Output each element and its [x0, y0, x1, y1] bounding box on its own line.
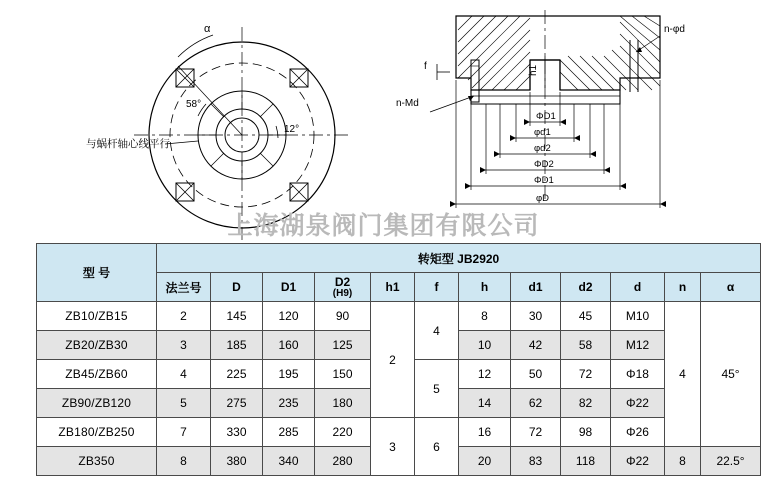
table-row: [37, 418, 761, 447]
table-header-row-1: [37, 244, 761, 273]
cell-model: ZB20/ZB30: [37, 331, 157, 360]
label-parallel-axis: 与蜗杆轴心线平行: [86, 138, 170, 150]
cell-model: ZB10/ZB15: [37, 302, 157, 331]
header-flange-no: 法兰号: [157, 273, 211, 302]
cell-D1: 195: [263, 360, 315, 389]
cell-alpha-merged-a: 45°: [701, 302, 761, 447]
cell-d: Φ22: [611, 447, 665, 476]
cell-h: 10: [459, 331, 511, 360]
spec-table-wrapper: [36, 243, 745, 476]
cell-f-merged-a: 4: [415, 302, 459, 360]
cell-h: 8: [459, 302, 511, 331]
cell-h: 14: [459, 389, 511, 418]
alpha-arc: [178, 35, 213, 57]
company-watermark: 上海湖泉阀门集团有限公司: [227, 213, 540, 240]
cell-f-merged-c: 6: [415, 418, 459, 476]
cell-model: ZB45/ZB60: [37, 360, 157, 389]
label-phi-D1: ΦD1: [534, 175, 554, 186]
cell-model: ZB350: [37, 447, 157, 476]
cell-d: Φ22: [611, 389, 665, 418]
hatch-right: [560, 16, 660, 90]
cell-flange: 7: [157, 418, 211, 447]
cell-D1: 340: [263, 447, 315, 476]
cell-h: 16: [459, 418, 511, 447]
cell-D1: 235: [263, 389, 315, 418]
header-D2: [315, 273, 371, 302]
angle12-arc: [276, 126, 278, 138]
header-group-title: 转矩型 JB2920: [157, 244, 761, 273]
header-d2: d2: [561, 273, 611, 302]
cell-alpha: 22.5°: [701, 447, 761, 476]
cell-d2: 45: [561, 302, 611, 331]
label-h1: h1: [528, 64, 539, 76]
cell-d1: 62: [511, 389, 561, 418]
cell-d1: 42: [511, 331, 561, 360]
label-12deg: 12°: [284, 124, 300, 135]
label-f: f: [424, 61, 427, 72]
cell-D: 380: [211, 447, 263, 476]
cell-flange: 5: [157, 389, 211, 418]
dimension-chain: [450, 80, 666, 208]
header-alpha: α: [701, 273, 761, 302]
cell-d1: 72: [511, 418, 561, 447]
body-outline: [456, 16, 660, 90]
table-row: [37, 302, 761, 331]
cell-D: 330: [211, 418, 263, 447]
bottom-plate: [471, 90, 620, 104]
cell-model: ZB180/ZB250: [37, 418, 157, 447]
label-phi-D1-inner: ΦD1: [536, 111, 556, 122]
right-view: [396, 10, 685, 208]
label-58deg: 58°: [186, 99, 202, 110]
label-n-Md: n-Md: [396, 98, 419, 109]
dim-arrowheads: [450, 119, 666, 207]
label-phi-D: φD: [536, 193, 550, 204]
cell-D2: 90: [315, 302, 371, 331]
cell-D2: 180: [315, 389, 371, 418]
cell-d1: 83: [511, 447, 561, 476]
cell-d2: 82: [561, 389, 611, 418]
header-d: d: [611, 273, 665, 302]
cell-model: ZB90/ZB120: [37, 389, 157, 418]
header-D2-tolerance: (H9): [332, 287, 353, 299]
cell-D1: 120: [263, 302, 315, 331]
cell-flange: 3: [157, 331, 211, 360]
cell-D: 225: [211, 360, 263, 389]
leader-n-Md: [396, 96, 474, 112]
technical-drawing: [0, 0, 767, 240]
label-phi-d2: φd2: [534, 143, 551, 154]
cell-n: 8: [665, 447, 701, 476]
cell-D2: 150: [315, 360, 371, 389]
cell-n-merged-a: 4: [665, 302, 701, 447]
cell-h1-merged-b: 3: [371, 418, 415, 476]
label-alpha: α: [204, 23, 211, 35]
cell-D: 275: [211, 389, 263, 418]
cell-h1-merged-a: 2: [371, 302, 415, 418]
cell-D2: 125: [315, 331, 371, 360]
cell-d: Φ26: [611, 418, 665, 447]
cell-d: Φ18: [611, 360, 665, 389]
cell-D2: 220: [315, 418, 371, 447]
cell-h: 20: [459, 447, 511, 476]
cell-f-merged-b: 5: [415, 360, 459, 418]
cell-flange: 2: [157, 302, 211, 331]
cell-d2: 58: [561, 331, 611, 360]
cell-d2: 98: [561, 418, 611, 447]
dim-f: [424, 61, 450, 80]
cell-d1: 30: [511, 302, 561, 331]
header-D2-main: D2: [334, 274, 351, 289]
cell-D2: 280: [315, 447, 371, 476]
cell-d: M12: [611, 331, 665, 360]
header-f: f: [415, 273, 459, 302]
cell-D1: 285: [263, 418, 315, 447]
header-h1: h1: [371, 273, 415, 302]
cell-D: 185: [211, 331, 263, 360]
cell-d: M10: [611, 302, 665, 331]
cell-flange: 8: [157, 447, 211, 476]
label-phi-d1: φd1: [534, 127, 551, 138]
label-phi-D2: ΦD2: [534, 159, 554, 170]
hatch-left: [458, 16, 530, 90]
cell-D: 145: [211, 302, 263, 331]
cell-d1: 50: [511, 360, 561, 389]
header-D: D: [211, 273, 263, 302]
cell-flange: 4: [157, 360, 211, 389]
cell-h: 12: [459, 360, 511, 389]
cell-d2: 72: [561, 360, 611, 389]
header-h: h: [459, 273, 511, 302]
header-n: n: [665, 273, 701, 302]
header-model: 型 号: [37, 244, 157, 302]
cell-d2: 118: [561, 447, 611, 476]
cell-D1: 160: [263, 331, 315, 360]
header-D1: D1: [263, 273, 315, 302]
label-n-phi-d: n-φd: [664, 24, 685, 35]
spec-table: [36, 243, 761, 476]
header-d1: d1: [511, 273, 561, 302]
